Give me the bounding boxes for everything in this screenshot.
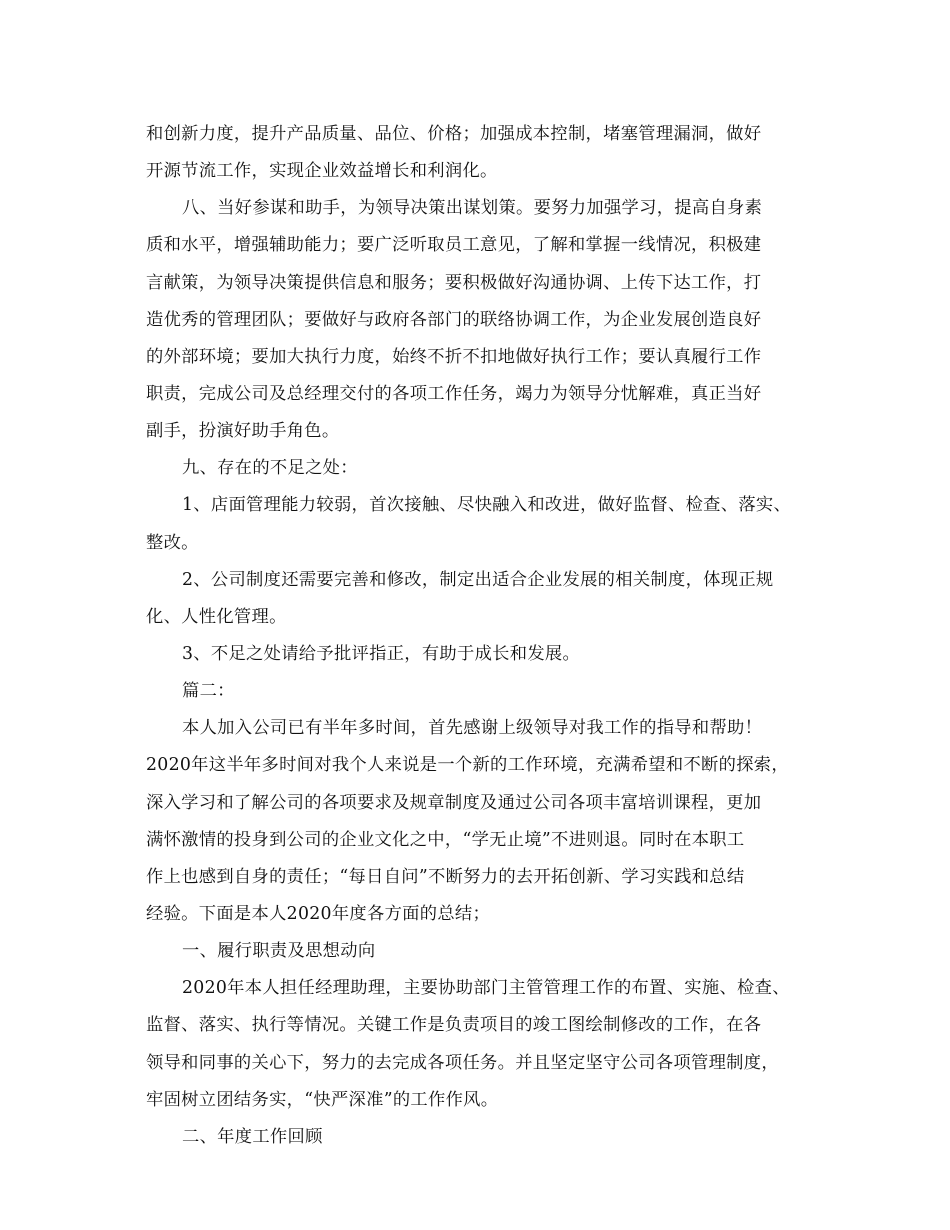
text-line: 副手，扮演好助手角色。 <box>146 421 340 442</box>
paragraph-start: 2020年本人担任经理助理，主要协助部门主管管理工作的布置、实施、检查、 <box>182 978 790 999</box>
text-line: 和创新力度，提升产品质量、品位、价格；加强成本控制，堵塞管理漏洞，做好 <box>146 124 762 144</box>
text-line: 整改。 <box>146 532 199 553</box>
text-line: 作上也感到自身的责任；“每日自问”不断努力的去开拓创新、学习实践和总结 <box>146 866 745 887</box>
text-line: 监督、落实、执行等情况。关键工作是负责项目的竣工图绘制修改的工作，在各 <box>146 1015 762 1036</box>
text-line: 的外部环境；要加大执行力度，始终不折不扣地做好执行工作；要认真履行工作 <box>146 346 762 367</box>
list-item: 2、公司制度还需要完善和修改，制定出适合企业发展的相关制度，体现正规 <box>182 569 774 590</box>
text-line: 言献策，为领导决策提供信息和服务；要积极做好沟通协调、上传下达工作，打 <box>146 272 762 293</box>
list-item: 3、不足之处请给予批评指正，有助于成长和发展。 <box>182 643 581 664</box>
section-heading: 八、当好参谋和助手，为领导决策出谋划策。要努力加强学习，提高自身素 <box>182 198 763 219</box>
text-line: 满怀激情的投身到公司的企业文化之中，“学无止境”不进则退。同时在本职工 <box>146 829 745 850</box>
text-line: 职责，完成公司及总经理交付的各项工作任务，竭力为领导分忧解难，真正当好 <box>146 383 762 404</box>
text-line: 深入学习和了解公司的各项要求及规章制度及通过公司各项丰富培训课程，更加 <box>146 792 762 813</box>
section-heading: 一、履行职责及思想动向 <box>182 941 376 962</box>
text-line: 开源节流工作，实现企业效益增长和利润化。 <box>146 161 498 182</box>
section-heading: 九、存在的不足之处： <box>182 458 358 479</box>
paragraph-start: 本人加入公司已有半年多时间，首先感谢上级领导对我工作的指导和帮助！ <box>182 718 763 739</box>
list-item: 1、店面管理能力较弱，首次接触、尽快融入和改进，做好监督、检查、落实、 <box>182 495 792 516</box>
part-heading: 篇二： <box>182 681 235 702</box>
text-line: 造优秀的管理团队；要做好与政府各部门的联络协调工作，为企业发展创造良好 <box>146 309 762 330</box>
section-heading: 二、年度工作回顾 <box>182 1126 323 1147</box>
text-line: 经验。下面是本人2020年度各方面的总结； <box>146 903 491 924</box>
text-line: 化、人性化管理。 <box>146 606 287 627</box>
text-line: 牢固树立团结务实，“快严深准”的工作作风。 <box>146 1089 499 1110</box>
text-line: 质和水平，增强辅助能力；要广泛听取员工意见，了解和掌握一线情况，积极建 <box>146 235 762 256</box>
document-body <box>146 116 826 1156</box>
text-line: 领导和同事的关心下，努力的去完成各项任务。并且坚定坚守公司各项管理制度， <box>146 1052 779 1073</box>
text-line: 2020年这半年多时间对我个人来说是一个新的工作环境，充满希望和不断的探索， <box>146 755 789 776</box>
